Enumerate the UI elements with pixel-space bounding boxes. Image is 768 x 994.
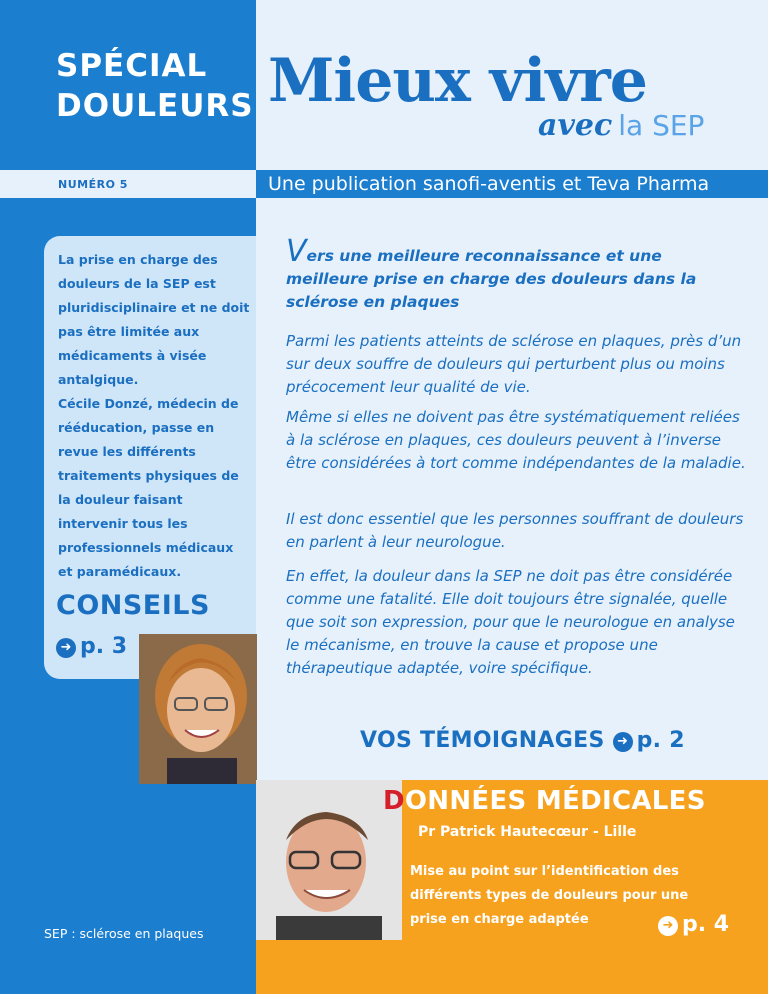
- donnees-title-rest: ONNÉES MÉDICALES: [404, 786, 706, 816]
- portrait-man-image: [256, 780, 402, 940]
- donnees-title-initial: D: [383, 786, 405, 816]
- masthead-sep: la SEP: [618, 109, 705, 142]
- temoignages-link[interactable]: [360, 728, 685, 753]
- donnees-page-ref: p. 4: [682, 912, 730, 937]
- temoignages-title: VOS TÉMOIGNAGES: [360, 728, 605, 753]
- masthead-subtitle: [538, 108, 704, 143]
- temoignages-page-ref: p. 2: [636, 728, 685, 753]
- photo-patrick-hautecoeur: [256, 780, 402, 940]
- footnote: SEP : sclérose en plaques: [44, 926, 204, 941]
- article-heading: [286, 234, 746, 314]
- photo-cecile-donze: [139, 634, 257, 784]
- donnees-title: [383, 786, 706, 816]
- article-paragraph-1: Parmi les patients atteints de sclérose en plaques, près d’un sur deux souffre de douleurs qui perturbent plus ou moins précocement leur qualité de vie.: [286, 332, 742, 396]
- issue-number: NUMÉRO 5: [58, 178, 128, 191]
- conseils-intro: La prise en charge des douleurs de la SEP est pluridisciplinaire et ne doit pas être limitée aux médicaments à visée antalgique.: [58, 252, 250, 387]
- article-paragraph-3: Il est donc essentiel que les personnes souffrant de douleurs en parlent à leur neurologue.: [286, 510, 744, 551]
- conseils-author-note: Cécile Donzé, médecin de rééducation, passe en revue les différents traitements physiques de la douleur faisant intervenir tous les professionnels médicaux et paramédicaux.: [58, 396, 239, 579]
- special-title-line1: SPÉCIAL: [56, 48, 208, 84]
- portrait-woman-image: [139, 634, 257, 784]
- conseils-page-link[interactable]: [56, 634, 127, 659]
- conseils-page-ref: p. 3: [80, 634, 128, 659]
- masthead-avec: avec: [538, 108, 613, 143]
- donnees-author: Pr Patrick Hautecœur - Lille: [418, 824, 637, 840]
- special-title: [56, 46, 254, 126]
- circle-arrow-right-icon: ➜: [658, 916, 678, 936]
- donnees-description: Mise au point sur l’identification des différents types de douleurs pour une prise en charge adaptée: [410, 864, 689, 927]
- donnees-page-link[interactable]: [658, 912, 729, 937]
- publication-line: Une publication sanofi-aventis et Teva Pharma: [268, 173, 710, 195]
- conseils-title: CONSEILS: [56, 590, 210, 621]
- article-paragraph-2: Même si elles ne doivent pas être systématiquement reliées à la sclérose en plaques, ces douleurs peuvent à l’inverse être considérées à tort comme indépendantes de la maladie.: [286, 408, 746, 472]
- article-heading-cap: V: [286, 234, 307, 269]
- special-title-line2: DOULEURS: [56, 88, 254, 124]
- article-paragraph-4: En effet, la douleur dans la SEP ne doit pas être considérée comme une fatalité. Elle doit toujours être signalée, quelle que soit son expression, pour que le neurologue en analyse le mécanisme, en trouve la cause et propose une thérapeutique adaptée, voire spécifique.: [286, 567, 735, 677]
- article-heading-text: ers une meilleure reconnaissance et une meilleure prise en charge des douleurs dans la sclérose en plaques: [286, 247, 697, 311]
- circle-arrow-right-icon: ➜: [613, 732, 633, 752]
- issue-band: [0, 170, 256, 198]
- masthead-title: Mieux vivre: [268, 46, 647, 116]
- circle-arrow-right-icon: ➜: [56, 638, 76, 658]
